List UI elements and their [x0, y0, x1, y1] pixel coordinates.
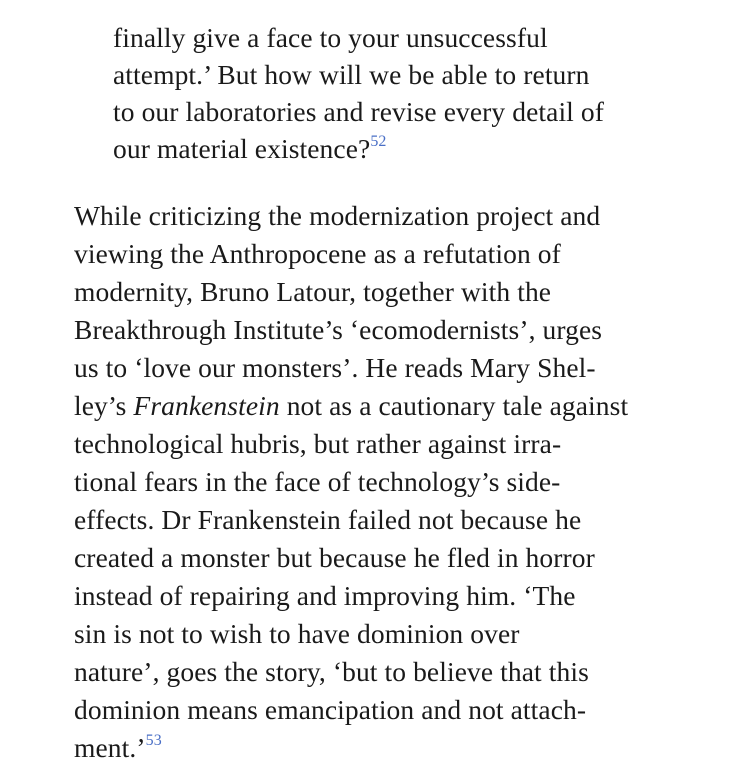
paragraph-text: ment.’: [74, 732, 146, 763]
paragraph-line: tional fears in the face of technology’s side-: [74, 466, 561, 497]
quote-line: [113, 130, 387, 168]
paragraph-line: sin is not to wish to have dominion over: [74, 618, 520, 649]
paragraph-line: viewing the Anthropocene as a refutation of: [74, 238, 561, 269]
book-title-italic: Frankenstein: [133, 390, 280, 421]
paragraph-line: instead of repairing and improving him. ‘The: [74, 580, 576, 611]
paragraph-line: [74, 387, 628, 425]
paragraph-line: us to ‘love our monsters’. He reads Mary Shel-: [74, 352, 596, 383]
paragraph-line: technological hubris, but rather against irra-: [74, 428, 562, 459]
paragraph-line: effects. Dr Frankenstein failed not because he: [74, 504, 582, 535]
paragraph-line: created a monster but because he fled in horror: [74, 542, 595, 573]
paragraph-line: modernity, Bruno Latour, together with the: [74, 276, 552, 307]
paragraph-text: not as a cautionary tale against: [279, 390, 629, 421]
quote-line: finally give a face to your unsuccessful: [113, 22, 548, 53]
paragraph-text: ley’s: [74, 390, 134, 421]
paragraph-line: nature’, goes the story, ‘but to believe that this: [74, 656, 589, 687]
paragraph-line: dominion means emancipation and not attach-: [74, 694, 587, 725]
paragraph-line: [74, 729, 162, 767]
quote-line: attempt.’ But how will we be able to return: [113, 59, 590, 90]
paragraph-line: While criticizing the modernization project and: [74, 200, 601, 231]
footnote-link-52[interactable]: 52: [370, 132, 387, 150]
paragraph-line: Breakthrough Institute’s ‘ecomodernists’, urges: [74, 314, 603, 345]
quote-line-text: our material existence?: [113, 133, 371, 164]
footnote-link-53[interactable]: 53: [145, 731, 162, 749]
quote-line: to our laboratories and revise every detail of: [113, 96, 605, 127]
